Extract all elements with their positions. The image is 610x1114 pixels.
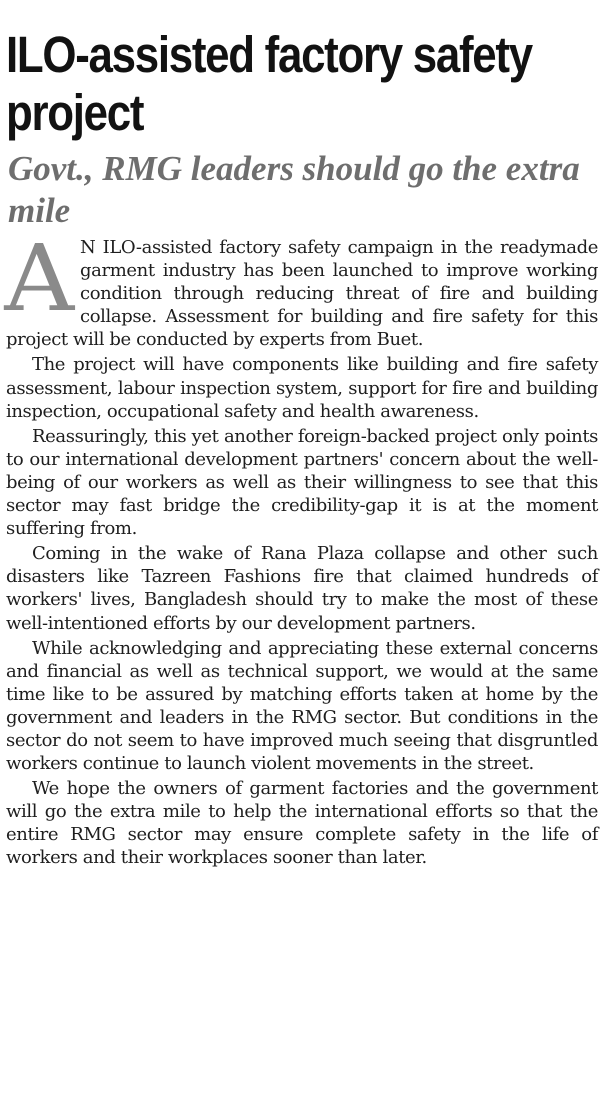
- drop-cap: A: [4, 225, 74, 332]
- subheadline: Govt., RMG leaders should go the extra mile: [8, 149, 580, 230]
- article-body: [4, 225, 598, 870]
- headline: ILO-assisted factory safety project: [6, 26, 532, 141]
- editorial-article: [6, 26, 598, 872]
- first-paragraph-text: N ILO-assisted factory safety campaign in the readymade garment industry has been launched to improve working condition through reducing threat of fire and building collapse. Assessment for building and fire safety for this project will be conducted by experts from Buet.: [6, 237, 598, 351]
- article-paragraph-2: The project will have components like building and fire safety assessment, labour inspection system, support for fire and building inspection, occupational safety and health awareness.: [6, 354, 598, 422]
- article-paragraph-4: Coming in the wake of Rana Plaza collapse and other such disasters like Tazreen Fashions fire that claimed hundreds of workers' lives, Bangladesh should try to make the most of these well-intentioned efforts by our development partners.: [6, 543, 598, 634]
- article-paragraph-3: Reassuringly, this yet another foreign-backed project only points to our international development partners' concern about the well-being of our workers as well as their willingness to see that this sector may fast bridge the credibility-gap it is at the moment suffering from.: [6, 425, 598, 540]
- article-paragraph-6: We hope the owners of garment factories and the government will go the extra mile to help the international efforts so that the entire RMG sector may ensure complete safety in the life of workers and their workplaces sooner than later.: [6, 778, 598, 869]
- article-paragraph-5: While acknowledging and appreciating these external concerns and financial as well as technical support, we would at the same time like to be assured by matching efforts taken at home by the government and leaders in the RMG sector. But conditions in the sector do not seem to have improved much seeing that disgruntled workers continue to launch violent movements in the street.: [6, 637, 598, 775]
- article-paragraph-1: [4, 225, 598, 351]
